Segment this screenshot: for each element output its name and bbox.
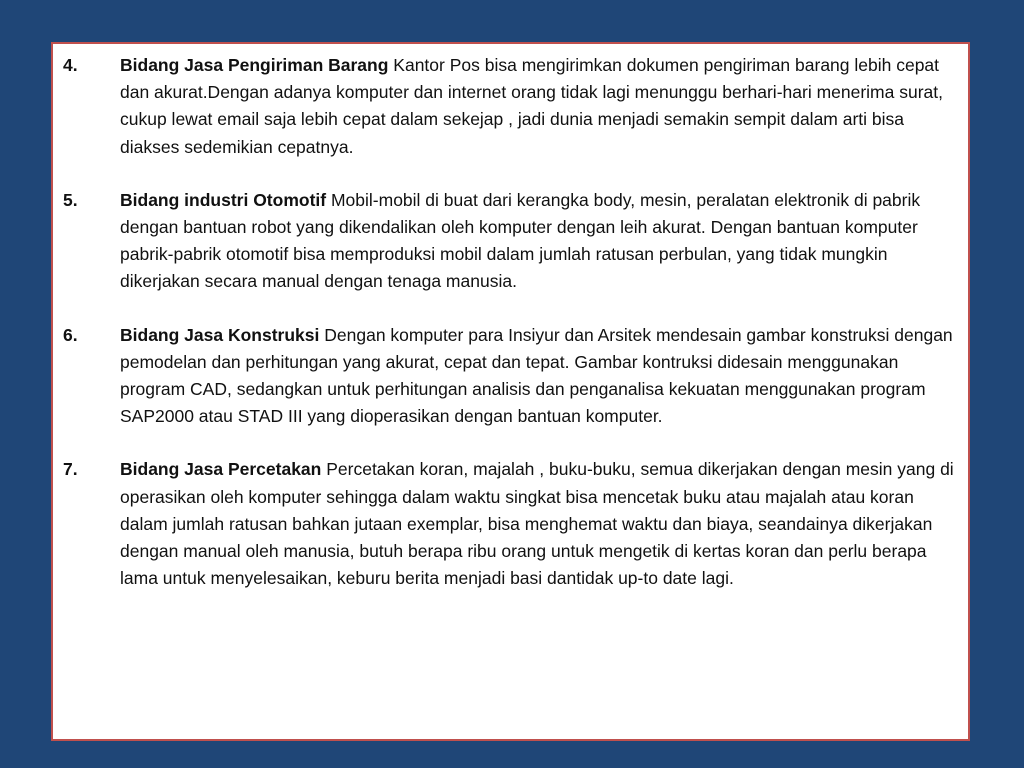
- item-title: Bidang Jasa Percetakan: [120, 459, 322, 480]
- slide-content-panel: [51, 42, 970, 741]
- item-body: Kantor Pos bisa mengirimkan dokumen pengiriman barang lebih cepat dan akurat.Dengan adanya komputer dan internet orang tidak lagi menunggu berhari-hari menerima surat, cukup lewat email saja lebih cepat dalam sekejap , jadi dunia menjadi semakin sempit dalam arti bisa diakses sedemikian cepatnya.: [120, 55, 943, 157]
- item-body: Mobil-mobil di buat dari kerangka body, mesin, peralatan elektronik di pabrik dengan bantuan robot yang dikendalikan oleh komputer dengan leih akurat. Dengan bantuan komputer pabrik-pabrik otomotif bisa memproduksi mobil dalam jumlah ratusan perbulan, yang tidak mungkin dikerjakan secara manual dengan tenaga manusia.: [120, 189, 921, 292]
- item-body: Percetakan koran, majalah , buku-buku, semua dikerjakan dengan mesin yang di operasikan oleh komputer sehingga dalam waktu singkat bisa mencetak buku atau majalah atau koran dalam jumlah ratusan bahkan jutaan exemplar, bisa menghemat waktu dan biaya, seandainya dikerjakan dengan manual oleh manusia, butuh berapa ribu orang untuk mengetik di kertas koran dan perlu berapa lama untuk menyelesaikan, keburu berita menjadi basi dantidak up-to date lagi.: [120, 459, 954, 589]
- list-item-4: [53, 52, 968, 161]
- item-title: Bidang industri Otomotif: [120, 189, 327, 210]
- item-text: [120, 322, 968, 431]
- list-item-6: [53, 322, 968, 431]
- numbered-list: [53, 52, 968, 618]
- item-number: 5.: [63, 189, 78, 210]
- item-number: 4.: [63, 55, 78, 75]
- item-number: 6.: [63, 324, 78, 345]
- list-item-7: [53, 456, 968, 592]
- list-item-5: [53, 187, 968, 296]
- item-title: Bidang Jasa Konstruksi: [120, 324, 320, 345]
- item-text: [120, 187, 968, 296]
- item-text: [120, 52, 968, 161]
- item-text: [120, 456, 968, 592]
- item-body: Dengan komputer para Insiyur dan Arsitek mendesain gambar konstruksi dengan pemodelan dan perhitungan yang akurat, cepat dan tepat. Gambar kontruksi didesain menggunakan program CAD, sedangkan untuk perhitungan analisis dan penganalisa kekuatan menggunakan program SAP2000 atau STAD III yang dioperasikan dengan bantuan komputer.: [120, 324, 953, 427]
- item-title: Bidang Jasa Pengiriman Barang: [120, 55, 389, 75]
- item-number: 7.: [63, 459, 78, 480]
